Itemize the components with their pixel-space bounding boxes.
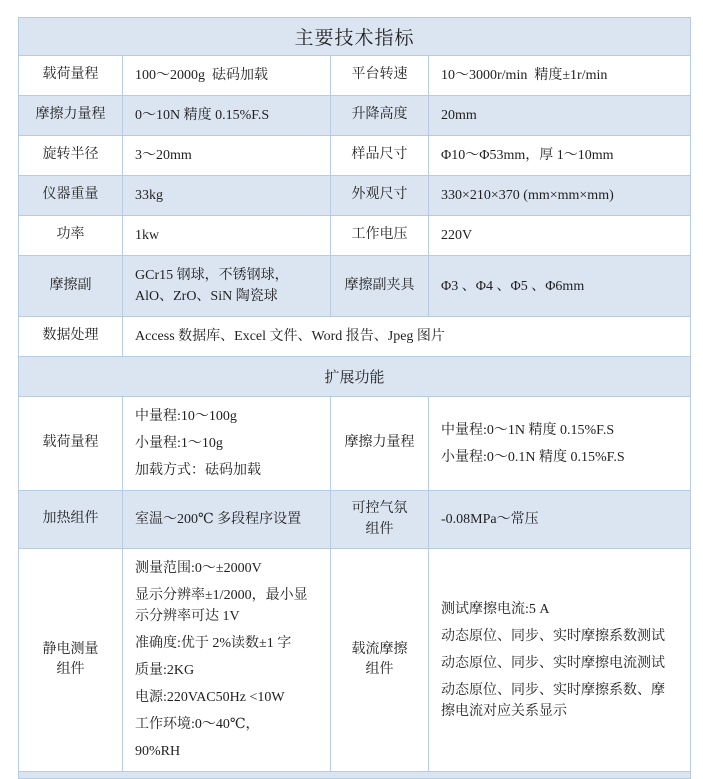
spec-label: 功率 bbox=[56, 227, 85, 243]
spec-value: 小量程:1～10g bbox=[135, 436, 223, 451]
table-title-row bbox=[19, 18, 691, 56]
table-row bbox=[19, 549, 691, 772]
spec-label: 组件 bbox=[56, 662, 85, 677]
spec-value-cell bbox=[123, 317, 691, 357]
spec-value: 100～2000g 砝码加载 bbox=[135, 68, 268, 83]
spec-label: 升降高度 bbox=[351, 107, 408, 123]
table-title: 主要技术指标 bbox=[19, 18, 691, 56]
table-row bbox=[19, 96, 691, 136]
spec-label-cell bbox=[19, 56, 123, 96]
spec-value-cell bbox=[429, 256, 691, 317]
table-row bbox=[19, 256, 691, 317]
spec-label: 组件 bbox=[365, 521, 394, 537]
spec-value-cell bbox=[429, 397, 691, 491]
spec-value-cell bbox=[123, 136, 331, 176]
spec-value: 10～3000r/min 精度±1r/min bbox=[441, 68, 608, 83]
table-row bbox=[19, 216, 691, 256]
spec-label: 载荷量程 bbox=[42, 67, 99, 83]
spec-value: 0～10N 精度 0.15%F.S bbox=[135, 108, 270, 123]
spec-value: 动态原位、同步、实时摩擦电流测试 bbox=[441, 655, 665, 671]
spec-value: 测量范围:0～±2000V bbox=[135, 561, 262, 576]
spec-value: 220V bbox=[441, 228, 473, 243]
spec-label-cell bbox=[19, 491, 123, 549]
table-row bbox=[19, 317, 691, 357]
spec-label-cell bbox=[331, 136, 429, 176]
table-row bbox=[19, 491, 691, 549]
spec-value-cell bbox=[123, 176, 331, 216]
spec-value-cell bbox=[123, 256, 331, 317]
spec-label-cell bbox=[19, 136, 123, 176]
spec-value: 准确度:优于 2%读数±1 字 bbox=[135, 636, 292, 651]
spec-value: GCr15 钢球，不锈钢球，AlO、ZrO、SiN 陶瓷球 bbox=[135, 268, 289, 304]
spec-label: 载荷量程 bbox=[42, 435, 99, 451]
spec-label-cell bbox=[19, 317, 123, 357]
spec-label-cell bbox=[19, 216, 123, 256]
table-bottom-strip bbox=[19, 772, 691, 779]
spec-label: 旋转半径 bbox=[42, 147, 99, 163]
section-title: 扩展功能 bbox=[19, 357, 691, 397]
spec-value: Φ10～Φ53mm，厚 1～10mm bbox=[441, 148, 614, 163]
spec-value: 中量程:0～1N 精度 0.15%F.S bbox=[441, 422, 615, 438]
spec-label-cell bbox=[331, 397, 429, 491]
spec-label: 载流摩擦 bbox=[351, 641, 408, 657]
spec-label: 数据处理 bbox=[42, 328, 99, 344]
spec-label: 组件 bbox=[365, 662, 394, 677]
spec-label: 可控气氛 bbox=[351, 501, 408, 517]
spec-value: 90%RH bbox=[135, 744, 181, 759]
spec-label: 摩擦力量程 bbox=[344, 435, 415, 451]
spec-label: 摩擦副 bbox=[49, 277, 92, 293]
spec-value-cell bbox=[429, 136, 691, 176]
spec-label-cell bbox=[331, 216, 429, 256]
table-row bbox=[19, 56, 691, 96]
spec-value: 20mm bbox=[441, 108, 477, 123]
spec-label-cell bbox=[331, 491, 429, 549]
spec-label: 摩擦副夹具 bbox=[344, 277, 415, 293]
spec-value-cell bbox=[123, 549, 331, 772]
spec-value-cell bbox=[429, 549, 691, 772]
spec-value: Φ3 、Φ4 、Φ5 、Φ6mm bbox=[441, 278, 585, 294]
spec-label-cell bbox=[19, 549, 123, 772]
spec-value: 动态原位、同步、实时摩擦系数测试 bbox=[441, 628, 665, 644]
spec-value: 330×210×370 (mm×mm×mm) bbox=[441, 188, 614, 203]
spec-label-cell bbox=[19, 397, 123, 491]
table-row bbox=[19, 176, 691, 216]
spec-label-cell bbox=[331, 96, 429, 136]
spec-label: 仪器重量 bbox=[42, 187, 99, 203]
spec-value: 室温～200℃ 多段程序设置 bbox=[135, 512, 302, 527]
spec-label: 摩擦力量程 bbox=[35, 107, 106, 123]
spec-label-cell bbox=[331, 549, 429, 772]
spec-label-cell bbox=[331, 56, 429, 96]
spec-value: 测试摩擦电流:5 A bbox=[441, 601, 550, 617]
spec-value: 小量程:0～0.1N 精度 0.15%F.S bbox=[441, 449, 625, 465]
spec-label: 静电测量 bbox=[42, 641, 99, 657]
spec-value-cell bbox=[123, 96, 331, 136]
spec-label: 外观尺寸 bbox=[351, 187, 408, 203]
spec-label: 平台转速 bbox=[351, 67, 408, 83]
spec-value-cell bbox=[123, 397, 331, 491]
spec-label: 样品尺寸 bbox=[351, 147, 408, 163]
spec-value: 中量程:10～100g bbox=[135, 409, 237, 424]
spec-label-cell bbox=[19, 256, 123, 317]
spec-value: 3～20mm bbox=[135, 148, 192, 163]
spec-value: 动态原位、同步、实时摩擦系数、摩擦电流对应关系显示 bbox=[441, 682, 665, 719]
spec-label: 工作电压 bbox=[351, 227, 408, 243]
spec-table bbox=[18, 17, 691, 779]
spec-value: 33kg bbox=[135, 188, 163, 203]
spec-label: 加热组件 bbox=[42, 511, 99, 527]
spec-label-cell bbox=[19, 176, 123, 216]
section-header-row bbox=[19, 357, 691, 397]
spec-value-cell bbox=[429, 96, 691, 136]
spec-value-cell bbox=[123, 216, 331, 256]
spec-value-cell bbox=[429, 216, 691, 256]
spec-value-cell bbox=[429, 176, 691, 216]
spec-value: 1kw bbox=[135, 228, 160, 243]
spec-value: 显示分辨率±1/2000，最小显示分辨率可达 1V bbox=[135, 588, 308, 624]
spec-value-cell bbox=[123, 56, 331, 96]
spec-value: 加载方式：砝码加载 bbox=[135, 463, 261, 478]
spec-value: Access 数据库、Excel 文件、Word 报告、Jpeg 图片 bbox=[135, 329, 445, 344]
spec-value-cell bbox=[429, 491, 691, 549]
spec-label-cell bbox=[331, 256, 429, 317]
spec-value: -0.08MPa～常压 bbox=[441, 512, 539, 527]
spec-value-cell bbox=[429, 56, 691, 96]
spec-value-cell bbox=[123, 491, 331, 549]
spec-value: 工作环境:0～40℃， bbox=[135, 717, 260, 732]
spec-value: 质量:2KG bbox=[135, 663, 195, 678]
table-row bbox=[19, 136, 691, 176]
spec-value: 电源:220VAC50Hz <10W bbox=[135, 690, 285, 705]
spec-label-cell bbox=[331, 176, 429, 216]
spec-label-cell bbox=[19, 96, 123, 136]
table-row bbox=[19, 397, 691, 491]
